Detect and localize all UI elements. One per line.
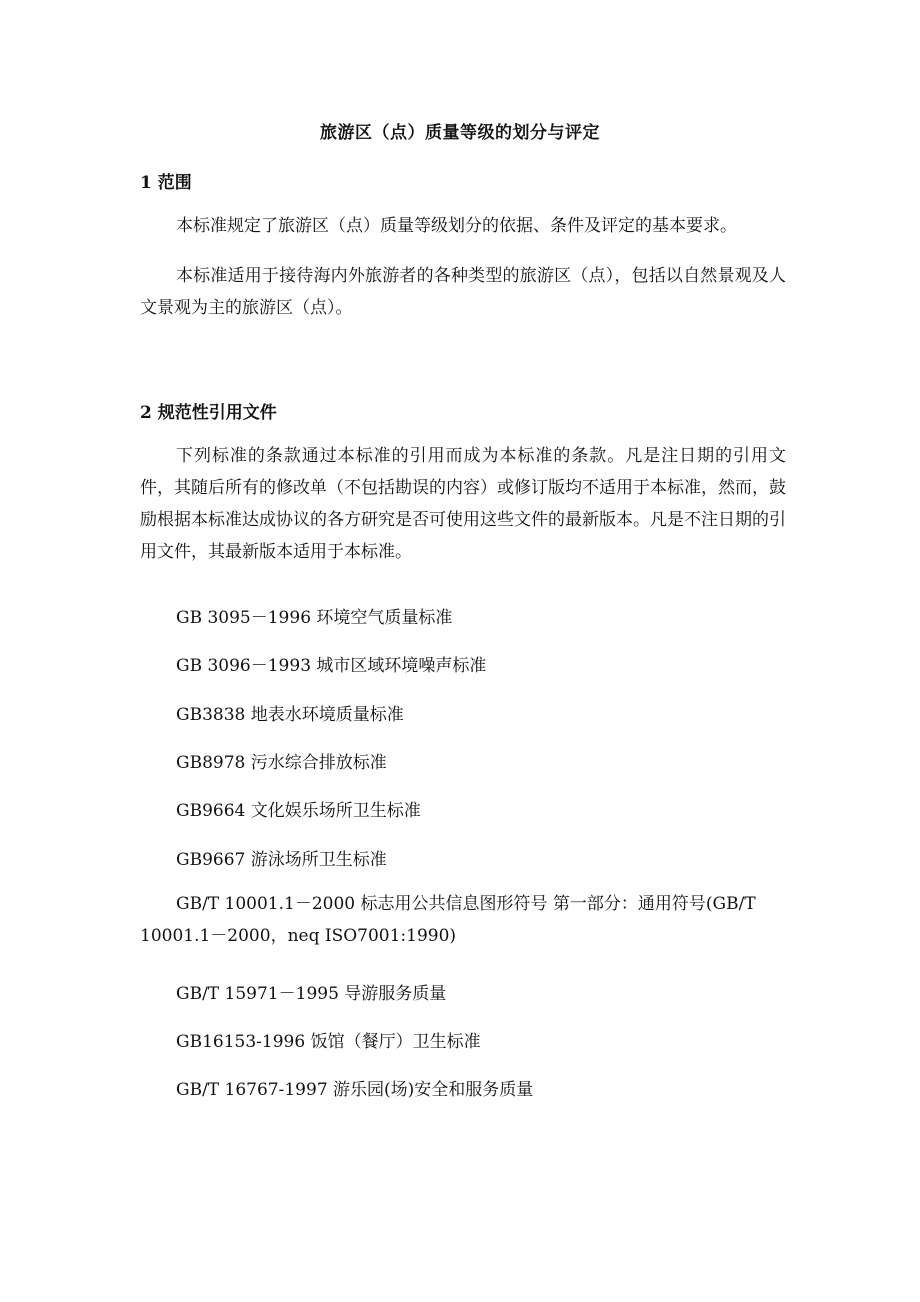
reference-item: GB8978 污水综合排放标准: [176, 753, 387, 773]
reference-item: GB 3096－1993 城市区域环境噪声标准: [176, 656, 487, 676]
section-1-paragraph-2: 本标准适用于接待海内外旅游者的各种类型的旅游区（点），包括以自然景观及人文景观为主的旅游区（点）。: [140, 266, 786, 318]
reference-item: GB9664 文化娱乐场所卫生标准: [176, 801, 421, 821]
section-2-intro: 下列标准的条款通过本标准的引用而成为本标准的条款。凡是注日期的引用文件，其随后所有的修改单（不包括勘误的内容）或修订版均不适用于本标准，然而，鼓励根据本标准达成协议的各方研究是否可使用这些文件的最新版本。凡是不注日期的引用文件，其最新版本适用于本标准。: [140, 446, 786, 562]
reference-item: GB16153-1996 饭馆（餐厅）卫生标准: [176, 1032, 481, 1052]
reference-item: GB9667 游泳场所卫生标准: [176, 850, 387, 870]
document-title: 旅游区（点）质量等级的划分与评定: [320, 123, 600, 143]
section-1-paragraph-1: 本标准规定了旅游区（点）质量等级划分的依据、条件及评定的基本要求。: [176, 216, 737, 236]
section-2-heading: 2 规范性引用文件: [140, 403, 277, 423]
section-1-heading: 1 范围: [140, 173, 192, 193]
reference-item: GB3838 地表水环境质量标准: [176, 705, 404, 725]
reference-item: GB 3095－1996 环境空气质量标准: [176, 608, 453, 628]
reference-item: GB/T 10001.1－2000 标志用公共信息图形符号 第一部分：通用符号(GB/T 10001.1－2000，neq ISO7001:1990): [140, 894, 756, 946]
reference-item: GB/T 15971－1995 导游服务质量: [176, 984, 447, 1004]
reference-item: GB/T 16767-1997 游乐园(场)安全和服务质量: [176, 1080, 534, 1100]
